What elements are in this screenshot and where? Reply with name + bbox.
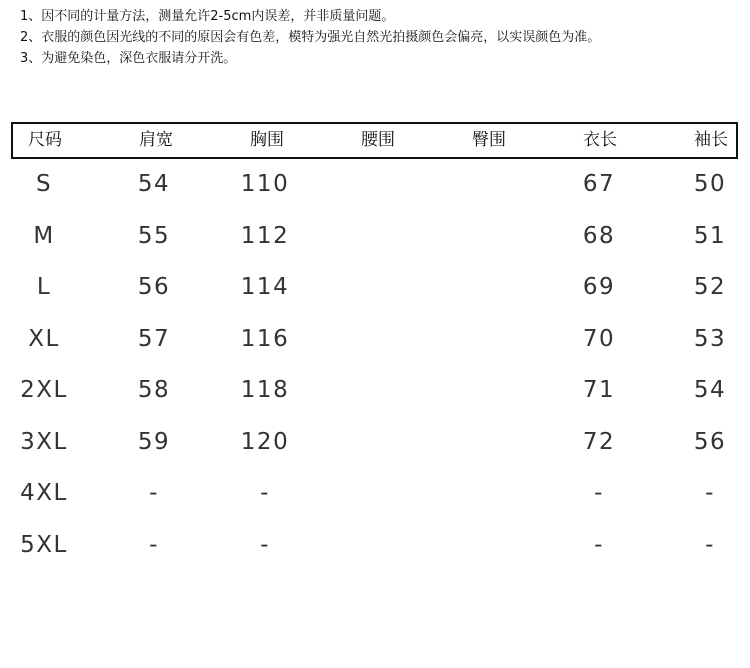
table-header-row bbox=[11, 122, 738, 159]
table-row bbox=[0, 262, 750, 314]
cell-sleeve: 53 bbox=[693, 325, 727, 352]
cell-chest: - bbox=[260, 531, 270, 558]
cell-shoulder-width: 59 bbox=[137, 428, 171, 455]
care-notes bbox=[20, 6, 740, 69]
cell-sleeve: 56 bbox=[693, 428, 727, 455]
cell-shoulder-width: 58 bbox=[137, 377, 171, 403]
table-row bbox=[0, 365, 750, 417]
cell-sleeve: - bbox=[705, 480, 715, 506]
header-shoulder-width: 肩宽 bbox=[139, 130, 173, 150]
table-row bbox=[0, 468, 750, 520]
cell-shoulder-width: 55 bbox=[137, 222, 171, 249]
note-washing: 3、为避免染色，深色衣服请分开洗。 bbox=[20, 51, 237, 66]
table-row bbox=[0, 211, 750, 263]
cell-sleeve: 50 bbox=[693, 171, 727, 197]
note-color-difference: 2、衣服的颜色因光线的不同的原因会有色差，模特为强光自然光拍摄颜色会偏亮，以实误颜色为准。 bbox=[20, 30, 601, 45]
cell-chest: 112 bbox=[240, 222, 290, 249]
cell-length: 71 bbox=[582, 377, 616, 403]
table-row bbox=[0, 159, 750, 211]
cell-shoulder-width: - bbox=[149, 480, 159, 506]
cell-length: 67 bbox=[582, 171, 616, 197]
cell-chest: 116 bbox=[240, 325, 290, 352]
header-sleeve: 袖长 bbox=[694, 130, 728, 150]
header-length: 衣长 bbox=[583, 130, 617, 150]
cell-size: 4XL bbox=[20, 480, 68, 506]
cell-length: 68 bbox=[582, 222, 616, 249]
cell-shoulder-width: 54 bbox=[137, 171, 171, 197]
cell-shoulder-width: 57 bbox=[137, 325, 171, 352]
cell-length: - bbox=[594, 531, 604, 558]
header-size: 尺码 bbox=[28, 130, 62, 150]
header-hip: 臀围 bbox=[472, 130, 506, 150]
cell-size: XL bbox=[28, 325, 60, 352]
cell-length: 70 bbox=[582, 325, 616, 352]
cell-size: 2XL bbox=[20, 377, 68, 403]
cell-length: 69 bbox=[582, 274, 616, 300]
header-chest: 胸围 bbox=[250, 130, 284, 150]
cell-size: S bbox=[35, 171, 53, 197]
table-body bbox=[0, 159, 750, 571]
cell-size: M bbox=[33, 222, 55, 249]
size-chart-table bbox=[0, 122, 750, 571]
cell-chest: 120 bbox=[240, 428, 290, 455]
cell-shoulder-width: 56 bbox=[137, 274, 171, 300]
table-row bbox=[0, 520, 750, 572]
cell-chest: 118 bbox=[240, 377, 290, 403]
table-row bbox=[0, 314, 750, 366]
cell-sleeve: 54 bbox=[693, 377, 727, 403]
cell-chest: 110 bbox=[240, 171, 290, 197]
cell-sleeve: 52 bbox=[693, 274, 727, 300]
header-waist: 腰围 bbox=[361, 130, 395, 150]
cell-size: 3XL bbox=[20, 428, 68, 455]
cell-shoulder-width: - bbox=[149, 531, 159, 558]
note-measurement: 1、因不同的计量方法，测量允许2-5cm内误差，并非质量问题。 bbox=[20, 9, 395, 24]
table-row bbox=[0, 417, 750, 469]
cell-sleeve: - bbox=[705, 531, 715, 558]
cell-size: 5XL bbox=[20, 531, 68, 558]
cell-chest: - bbox=[260, 480, 270, 506]
cell-length: - bbox=[594, 480, 604, 506]
cell-chest: 114 bbox=[240, 274, 290, 300]
cell-size: L bbox=[36, 274, 52, 300]
cell-length: 72 bbox=[582, 428, 616, 455]
cell-sleeve: 51 bbox=[693, 222, 727, 249]
